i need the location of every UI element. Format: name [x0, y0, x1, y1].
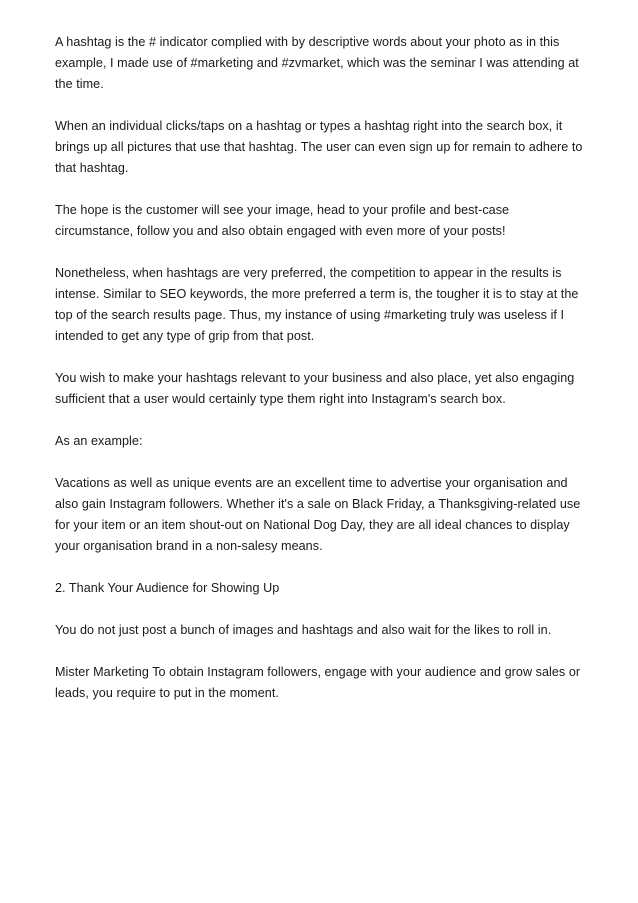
paragraph-relevant-hashtags: You wish to make your hashtags relevant to your business and also place, yet also engaging sufficient that a user would certainly type them right into Instagram's search box.	[55, 371, 575, 406]
paragraph-customer-hope: The hope is the customer will see your image, head to your profile and best-case circumstance, follow you and also obtain engaged with even more of your posts!	[55, 203, 510, 238]
paragraph-not-just-post: You do not just post a bunch of images and hashtags and also wait for the likes to roll in.	[55, 623, 552, 637]
paragraph-mister-marketing: Mister Marketing To obtain Instagram followers, engage with your audience and grow sales or leads, you require to put in the moment.	[55, 665, 581, 700]
paragraph-vacations-events: Vacations as well as unique events are an excellent time to advertise your organisation and also gain Instagram followers. Whether it's a sale on Black Friday, a Thanksgiving-related use for your item or an item shout-out on National Dog Day, they are all ideal chances to display your organisation brand in a non-salesy means.	[55, 476, 581, 553]
paragraph-hashtag-search: When an individual clicks/taps on a hashtag or types a hashtag right into the search box, it brings up all pictures that use that hashtag. The user can even sign up for remain to adhere to that hashtag.	[55, 119, 583, 175]
paragraph-example-intro: As an example:	[55, 434, 143, 448]
section-heading-thank-audience: 2. Thank Your Audience for Showing Up	[55, 581, 280, 595]
paragraph-competition: Nonetheless, when hashtags are very preferred, the competition to appear in the results is intense. Similar to SEO keywords, the more preferred a term is, the tougher it is to stay at the top of the search results page. Thus, my instance of using #marketing truly was useless if I intended to get any type of grip from that post.	[55, 266, 579, 343]
document-page	[55, 32, 587, 704]
paragraph-hashtag-definition: A hashtag is the # indicator complied with by descriptive words about your photo as in this example, I made use of #marketing and #zvmarket, which was the seminar I was attending at the time.	[55, 35, 579, 91]
